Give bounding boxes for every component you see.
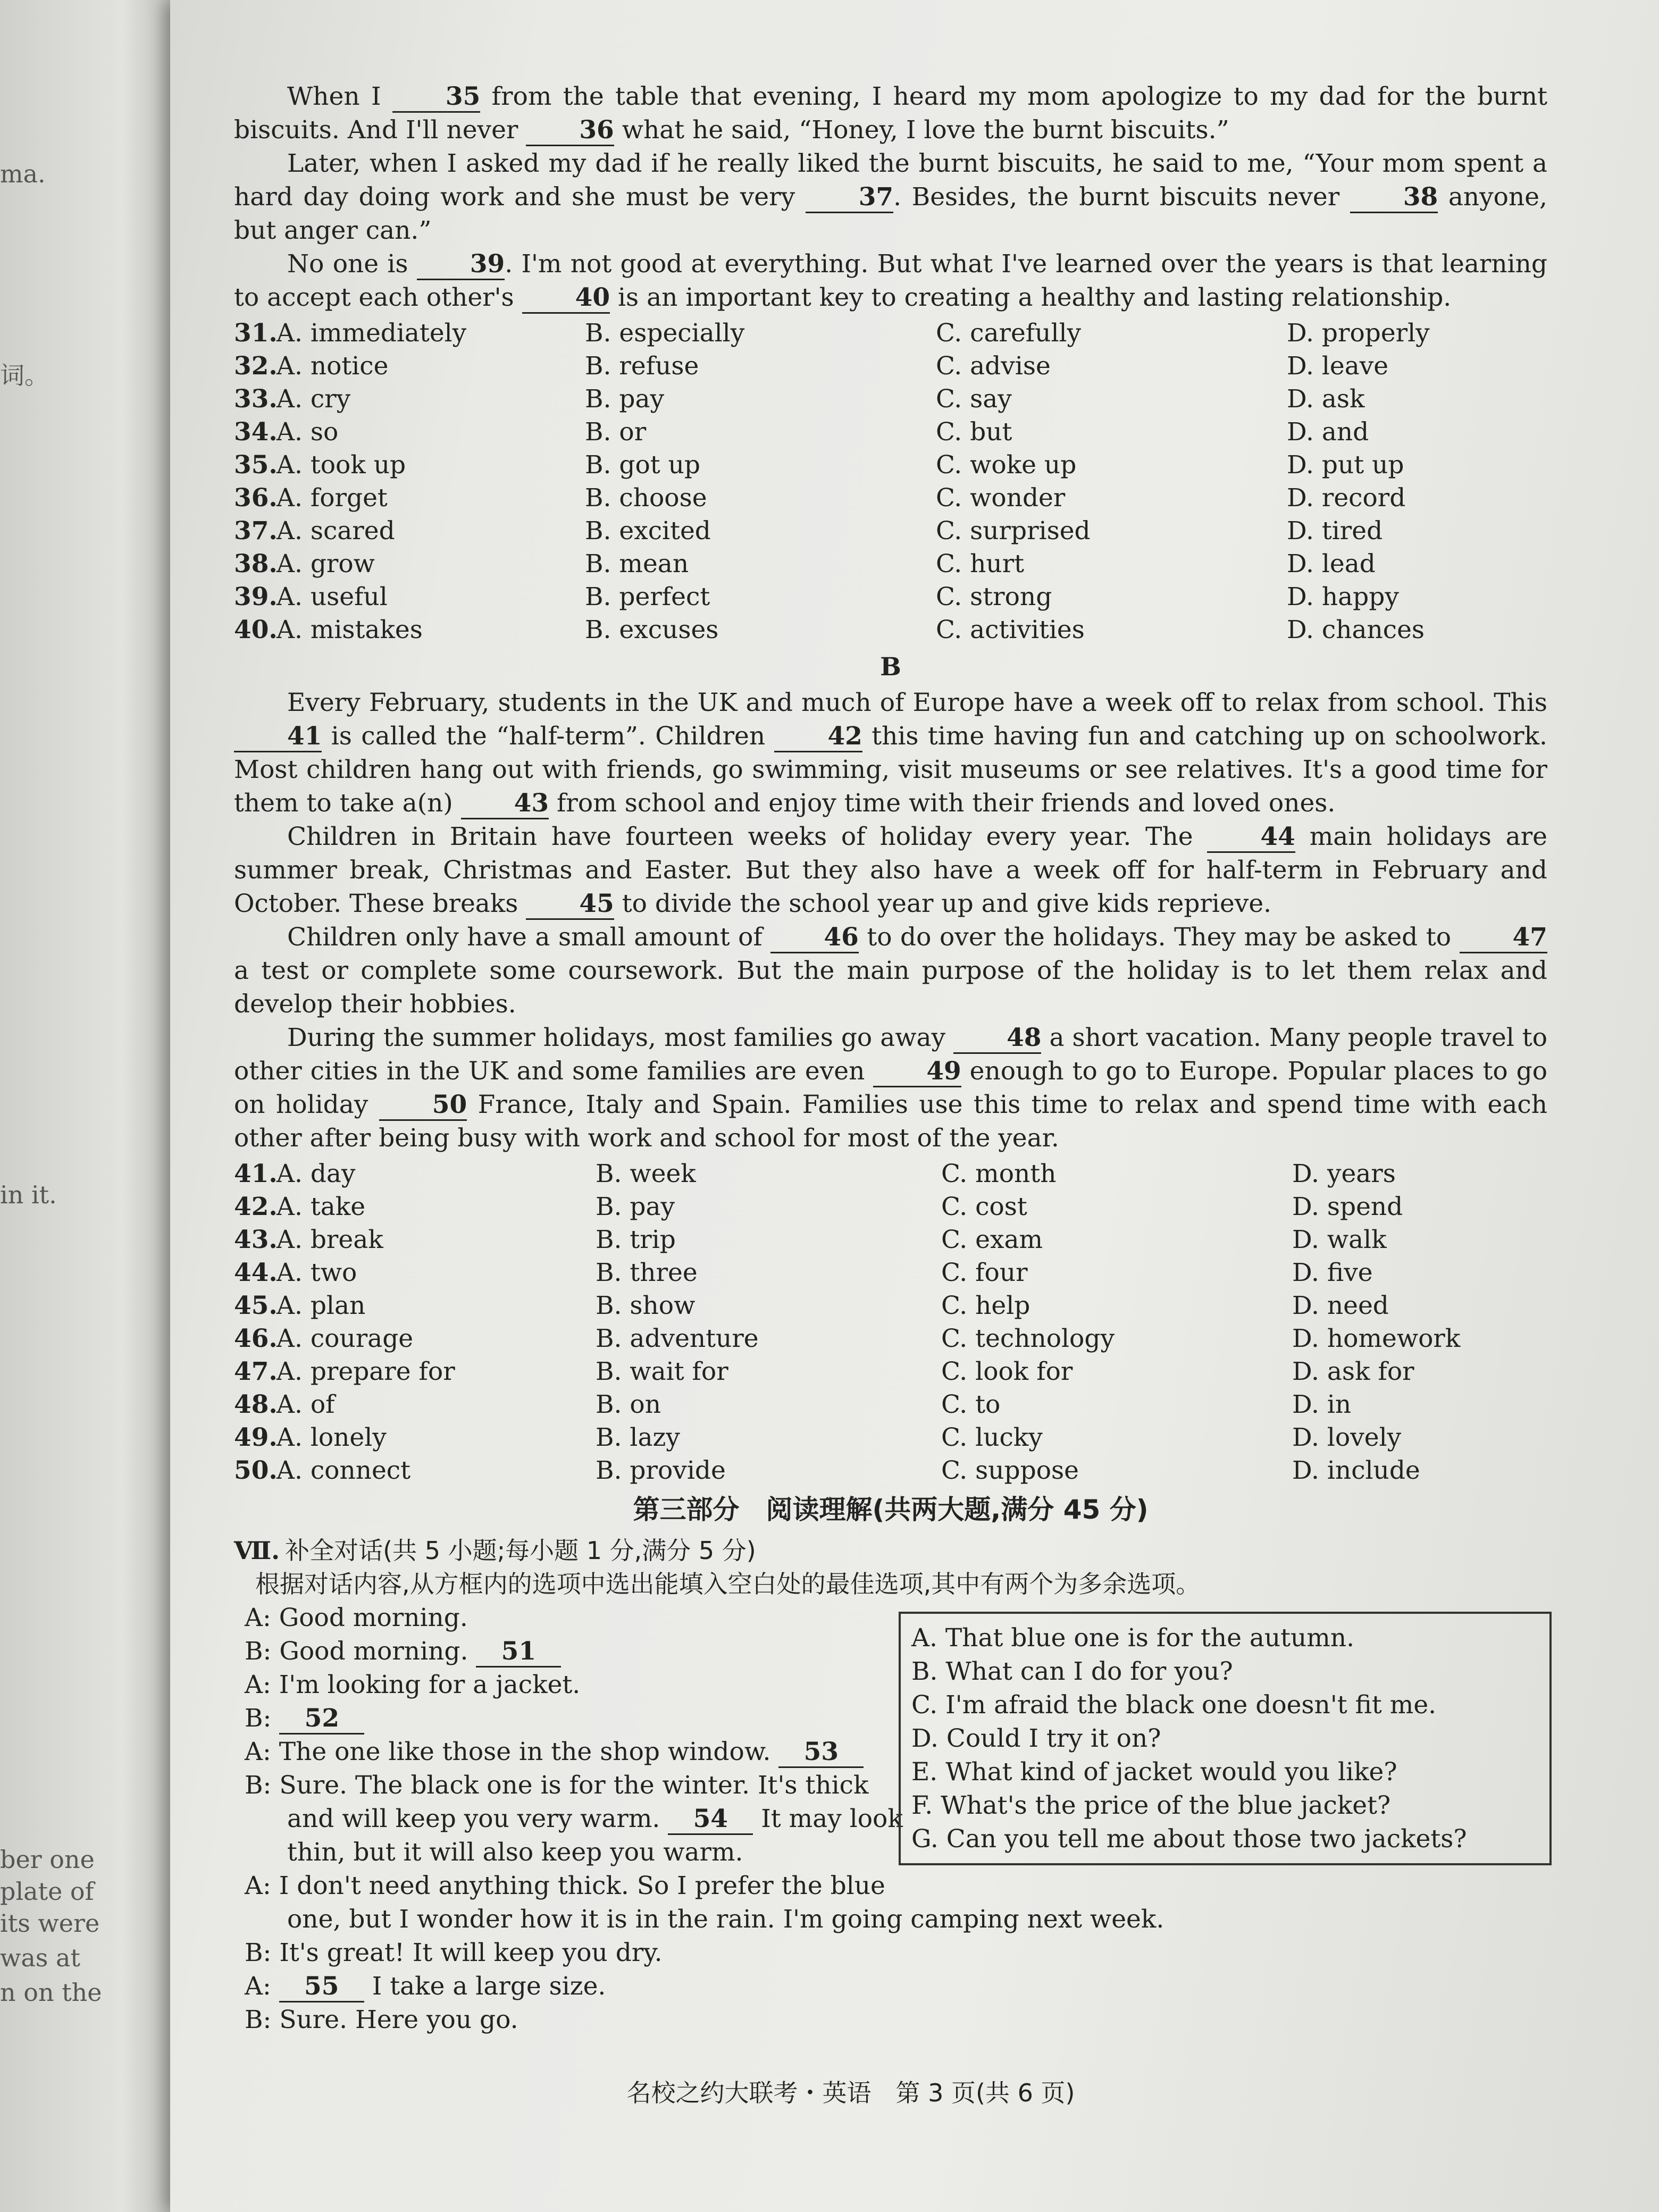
blank-50: 50 — [379, 1091, 467, 1121]
dialogue-line: A: I don't need anything thick. So I prefer the blue — [245, 1871, 885, 1900]
blank-49: 49 — [873, 1057, 961, 1087]
option-row: 49. A. lonely B. lazy C. lucky D. lovely — [234, 1423, 1402, 1452]
dialogue-line: B: 52 — [245, 1702, 883, 1735]
option-row: 44. A. two B. three C. four D. five — [234, 1258, 1373, 1287]
answer-options-box — [899, 1612, 1552, 1865]
passage-b-paragraph: Children only have a small amount of 46 to do over the holidays. They may be asked to 47 a test or complete some coursework. But the main purpose of the holiday is to let them relax and develop their hobbies. — [234, 923, 1547, 1019]
option-row: 34. A. so B. or C. but D. and — [234, 417, 1369, 447]
option-row: 48. A. of B. on C. to D. in — [234, 1390, 1352, 1419]
blank-55: 55 — [279, 1972, 364, 2002]
part-three-title: 第三部分 阅读理解(共两大题,满分 45 分) — [633, 1494, 1149, 1525]
left-page-fragment: n on the — [0, 1978, 102, 2007]
option-row: 39. A. useful B. perfect C. strong D. happy — [234, 582, 1399, 611]
dialogue-line: B: It's great! It will keep you dry. — [245, 1938, 663, 1967]
blank-35: 35 — [392, 82, 480, 113]
dialogue-line: B: Good morning. 51 — [245, 1635, 883, 1668]
blank-47: 47 — [1460, 923, 1547, 953]
left-page-fragment: in it. — [0, 1180, 57, 1209]
option-row: 33. A. cry B. pay C. say D. ask — [234, 384, 1365, 414]
answer-option: E. What kind of jacket would you like? — [911, 1757, 1397, 1787]
option-row: 31. A. immediately B. especially C. carefully D. properly — [234, 319, 1430, 348]
blank-43: 43 — [461, 789, 549, 819]
dialogue-section — [234, 1601, 1547, 2037]
blank-44: 44 — [1207, 823, 1295, 853]
section-b-heading: B — [880, 652, 901, 682]
blank-46: 46 — [770, 923, 858, 953]
task-7-heading: Ⅶ. 补全对话(共 5 小题;每小题 1 分,满分 5 分) — [234, 1536, 756, 1565]
option-row: 50. A. connect B. provide C. suppose D. include — [234, 1456, 1420, 1485]
option-row: 40. A. mistakes B. excuses C. activities D. chances — [234, 615, 1425, 644]
left-page-fragment: ma. — [0, 160, 46, 188]
dialogue-line: A: The one like those in the shop window. 53 — [245, 1735, 883, 1769]
dialogue-line: B: Sure. Here you go. — [245, 2005, 518, 2034]
blank-54: 54 — [668, 1805, 753, 1835]
dialogue-line: A: 55 I take a large size. — [245, 1970, 883, 2003]
options-b — [234, 1157, 1547, 1487]
blank-38: 38 — [1350, 183, 1438, 213]
option-row: 42. A. take B. pay C. cost D. spend — [234, 1192, 1403, 1221]
left-page-fragment: ber one — [0, 1845, 95, 1874]
blank-41: 41 — [234, 722, 322, 752]
passage-a-paragraph: Later, when I asked my dad if he really liked the burnt biscuits, he said to me, “Your mom spent a hard day doing work and she must be very 37. Besides, the burnt biscuits never 38 anyone, but anger can.” — [234, 149, 1547, 245]
task-7-instruction: 根据对话内容,从方框内的选项中选出能填入空白处的最佳选项,其中有两个为多余选项。 — [255, 1570, 1201, 1598]
blank-48: 48 — [953, 1024, 1041, 1054]
left-page-fragment: plate of — [0, 1877, 94, 1906]
answer-option: A. That blue one is for the autumn. — [911, 1623, 1355, 1653]
option-row: 41. A. day B. week C. month D. years — [234, 1159, 1396, 1188]
dialogue-line: one, but I wonder how it is in the rain. I'm going camping next week. — [287, 1905, 1164, 1934]
dialogue-line: B: Sure. The black one is for the winter. It's thick — [245, 1771, 869, 1800]
passage-a-paragraph: When I 35 from the table that evening, I heard my mom apologize to my dad for the burnt biscuits. And I'll never 36 what he said, “Honey, I love the burnt biscuits.” — [234, 80, 1547, 147]
page-footer: 名校之约大联考・英语 第 3 页(共 6 页) — [626, 2079, 1075, 2107]
blank-40: 40 — [522, 283, 610, 314]
option-row: 36. A. forget B. choose C. wonder D. record — [234, 483, 1406, 513]
answer-option: F. What's the price of the blue jacket? — [911, 1791, 1391, 1820]
blank-45: 45 — [526, 890, 614, 920]
answer-option: C. I'm afraid the black one doesn't fit me. — [911, 1690, 1437, 1720]
blank-37: 37 — [806, 183, 893, 213]
option-row: 37. A. scared B. excited C. surprised D. tired — [234, 516, 1383, 546]
options-a — [234, 316, 1547, 646]
option-row: 45. A. plan B. show C. help D. need — [234, 1291, 1389, 1320]
blank-39: 39 — [417, 250, 505, 280]
answer-option: B. What can I do for you? — [911, 1657, 1233, 1686]
adjacent-page-edge — [0, 0, 175, 2212]
dialogue-line: and will keep you very warm. 54 It may look — [245, 1802, 883, 1836]
left-page-fragment: 词。 — [0, 361, 49, 390]
blank-52: 52 — [279, 1704, 364, 1735]
blank-51: 51 — [476, 1637, 561, 1668]
left-page-fragment: was at — [0, 1943, 80, 1972]
dialogue-line: A: I'm looking for a jacket. — [245, 1670, 581, 1699]
option-row: 47. A. prepare for B. wait for C. look for D. ask for — [234, 1357, 1414, 1386]
option-row: 46. A. courage B. adventure C. technology D. homework — [234, 1324, 1461, 1353]
option-row: 32. A. notice B. refuse C. advise D. leave — [234, 351, 1389, 381]
passage-a-paragraph: No one is 39. I'm not good at everything. But what I've learned over the years is that learning to accept each other's 40 is an important key to creating a healthy and lasting relationship. — [234, 247, 1547, 314]
passage-b-paragraph: Children in Britain have fourteen weeks of holiday every year. The 44 main holidays are summer break, Christmas and Easter. But they also have a week off for half-term in February and October. These breaks 45 to divide the school year up and give kids reprieve. — [234, 820, 1547, 920]
exam-content — [234, 80, 1547, 2037]
blank-36: 36 — [526, 116, 614, 146]
dialogue-line: thin, but it will also keep you warm. — [287, 1838, 743, 1867]
answer-option: D. Could I try it on? — [911, 1724, 1161, 1753]
option-row: 43. A. break B. trip C. exam D. walk — [234, 1225, 1387, 1254]
option-row: 35. A. took up B. got up C. woke up D. put up — [234, 450, 1404, 480]
option-row: 38. A. grow B. mean C. hurt D. lead — [234, 549, 1376, 579]
blank-53: 53 — [778, 1738, 864, 1768]
passage-a — [234, 80, 1547, 314]
blank-42: 42 — [774, 722, 862, 752]
dialogue-line: A: Good morning. — [245, 1603, 468, 1632]
answer-option: G. Can you tell me about those two jackets? — [911, 1824, 1467, 1854]
passage-b — [234, 686, 1547, 1155]
passage-b-paragraph: During the summer holidays, most families go away 48 a short vacation. Many people travel to other cities in the UK and some families are even 49 enough to go to Europe. Popular places to go on holiday 50 France, Italy and Spain. Families use this time to relax and spend time with each other after being busy with work and school for most of the year. — [234, 1023, 1547, 1153]
left-page-fragment: its were — [0, 1909, 100, 1938]
passage-b-paragraph: Every February, students in the UK and much of Europe have a week off to relax from school. This 41 is called the “half-term”. Children 42 this time having fun and catching up on schoolwork. Most children hang out with friends, go swimming, visit museums or see relatives. It's a good time for them to take a(n) 43 from school and enjoy time with their friends and loved ones. — [234, 686, 1547, 820]
